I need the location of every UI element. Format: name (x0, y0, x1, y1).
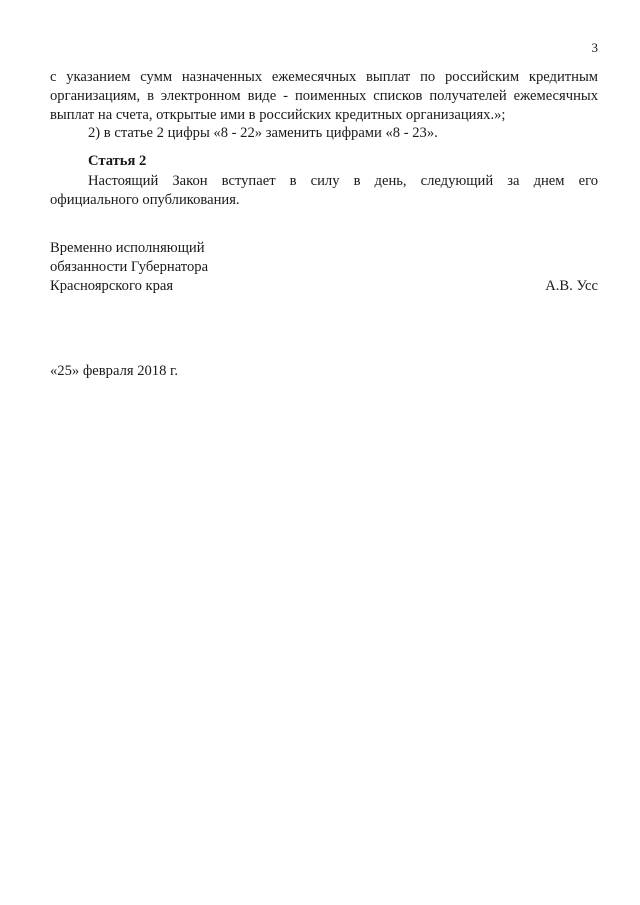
paragraph-line: с указанием сумм назначенных ежемесячных выплат по российским кредитным (50, 69, 598, 85)
continuation-paragraph (50, 68, 598, 125)
paragraph-line: официального опубликования. (50, 192, 240, 208)
signatory-title-line: Красноярского края (50, 278, 174, 294)
paragraph-line: выплат на счета, открытые ими в российских кредитных организациях.»; (50, 107, 506, 123)
paragraph-line: организациям, в электронном виде - поименных списков получателей ежемесячных (50, 88, 598, 104)
signer-name: А.В. Усс (545, 278, 598, 294)
signing-date: «25» февраля 2018 г. (50, 363, 179, 379)
page-number: 3 (591, 40, 598, 55)
signatory-title-line: Временно исполняющий (50, 240, 205, 256)
article-2-heading: Статья 2 (88, 153, 147, 169)
signatory-title-line: обязанности Губернатора (50, 259, 209, 275)
signatory-title (50, 239, 208, 296)
amendment-item-2: 2) в статье 2 цифры «8 - 22» заменить цифрами «8 - 23». (88, 125, 438, 141)
paragraph-line: Настоящий Закон вступает в силу в день, следующий за днем его (88, 173, 598, 189)
article-2-text (50, 172, 598, 210)
